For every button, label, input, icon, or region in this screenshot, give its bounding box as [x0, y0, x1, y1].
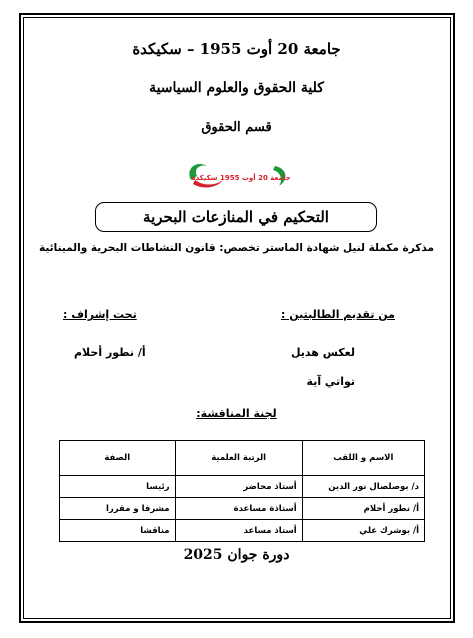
student-name-2: تواتي آية	[306, 375, 355, 388]
jury-member-rank: أستاذ مساعد	[175, 520, 302, 542]
jury-member-name: أ/ نطور أحلام	[302, 498, 424, 520]
jury-member-name: أ/ بوشرك علي	[302, 520, 424, 542]
supervisor-name: أ/ نطور أحلام	[74, 346, 146, 359]
jury-member-rank: أستاذ محاضر	[175, 476, 302, 498]
table-row	[60, 520, 425, 542]
university-name: جامعة 20 أوت 1955 – سكيكدة	[132, 40, 341, 58]
jury-heading: لجنة المناقشة:	[196, 407, 277, 420]
supervision-heading: تحت إشراف :	[63, 308, 137, 321]
jury-member-role: مناقشا	[60, 520, 176, 542]
jury-member-name: د/ بوصلصال نور الدين	[302, 476, 424, 498]
col-rank-header: الرتبة العلمية	[175, 441, 302, 476]
memo-description: مذكرة مكملة لنيل شهادة الماستر تخصص: قانون النشاطات البحرية والمينائية	[39, 242, 434, 254]
student-name-1: لعكس هديل	[290, 346, 355, 359]
jury-member-role: مشرفا و مقررا	[60, 498, 176, 520]
thesis-title: التحكيم في المنازعات البحرية	[143, 208, 329, 226]
jury-table	[59, 440, 425, 542]
department-name: قسم الحقوق	[201, 120, 272, 135]
col-role-header: الصفة	[60, 441, 176, 476]
table-row	[60, 498, 425, 520]
jury-header-row	[60, 441, 425, 476]
jury-member-role: رئيسا	[60, 476, 176, 498]
thesis-title-box	[95, 202, 377, 232]
col-name-header: الاسم و اللقب	[302, 441, 424, 476]
logo-text: جامعة 20 أوت 1955 سكيكدة	[191, 174, 291, 182]
jury-member-rank: أستاذة مساعدة	[175, 498, 302, 520]
session-date: دورة جوان 2025	[183, 547, 290, 563]
university-logo	[183, 158, 291, 192]
table-row	[60, 476, 425, 498]
students-heading: من تقديم الطالبتين :	[280, 308, 395, 321]
faculty-name: كلية الحقوق والعلوم السياسية	[149, 80, 324, 96]
